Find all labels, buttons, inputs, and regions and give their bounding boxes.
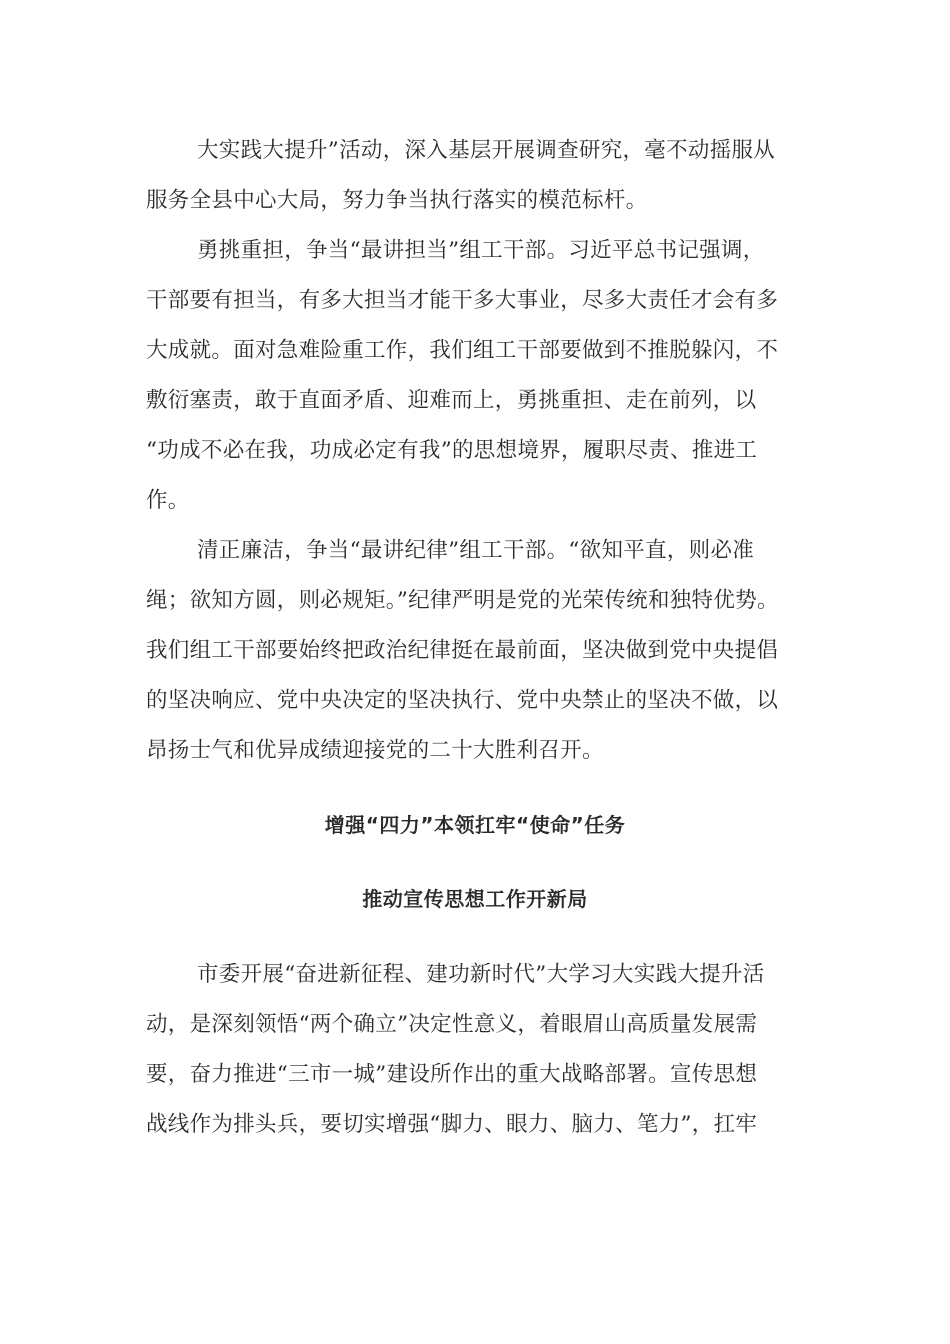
paragraph-line: 敷衍塞责，敢于直面矛盾、迎难而上，勇挑重担、走在前列，以 xyxy=(146,388,757,413)
paragraph-line: 绳；欲知方圆，则必规矩。”纪律严明是党的光荣传统和独特优势。 xyxy=(146,588,779,613)
paragraph-line: 大成就。面对急难险重工作，我们组工干部要做到不推脱躲闪，不 xyxy=(146,338,779,363)
paragraph-line: “功成不必在我，功成必定有我”的思想境界，履职尽责、推进工 xyxy=(146,438,758,463)
paragraph-line: 我们组工干部要始终把政治纪律挺在最前面，坚决做到党中央提倡 xyxy=(146,638,779,663)
paragraph-line: 动，是深刻领悟“两个确立”决定性意义，着眼眉山高质量发展需 xyxy=(146,1012,758,1037)
article-title: 增强“四力”本领扛牢“使命”任务 xyxy=(324,813,626,837)
paragraph-line: 战线作为排头兵，要切实增强“脚力、眼力、脑力、笔力”，扛牢 xyxy=(146,1112,758,1137)
paragraph-line: 作。 xyxy=(146,488,190,513)
paragraph-line: 昂扬士气和优异成绩迎接党的二十大胜利召开。 xyxy=(146,738,604,763)
paragraph-line: 勇挑重担，争当“最讲担当”组工干部。习近平总书记强调， xyxy=(197,238,765,263)
paragraph-line: 干部要有担当，有多大担当才能干多大事业，尽多大责任才会有多 xyxy=(146,288,779,313)
paragraph-line: 清正廉洁，争当“最讲纪律”组工干部。“欲知平直，则必准 xyxy=(197,538,755,563)
paragraph-line: 的坚决响应、党中央决定的坚决执行、党中央禁止的坚决不做，以 xyxy=(146,688,779,713)
paragraph-line: 要，奋力推进“三市一城”建设所作出的重大战略部署。宣传思想 xyxy=(146,1062,758,1087)
paragraph-line: 服务全县中心大局，努力争当执行落实的模范标杆。 xyxy=(146,188,648,213)
paragraph-line: 市委开展“奋进新征程、建功新时代”大学习大实践大提升活 xyxy=(197,962,765,987)
paragraph-line: 大实践大提升”活动，深入基层开展调查研究，毫不动摇服从 xyxy=(197,138,776,163)
article-subtitle: 推动宣传思想工作开新局 xyxy=(362,887,588,911)
